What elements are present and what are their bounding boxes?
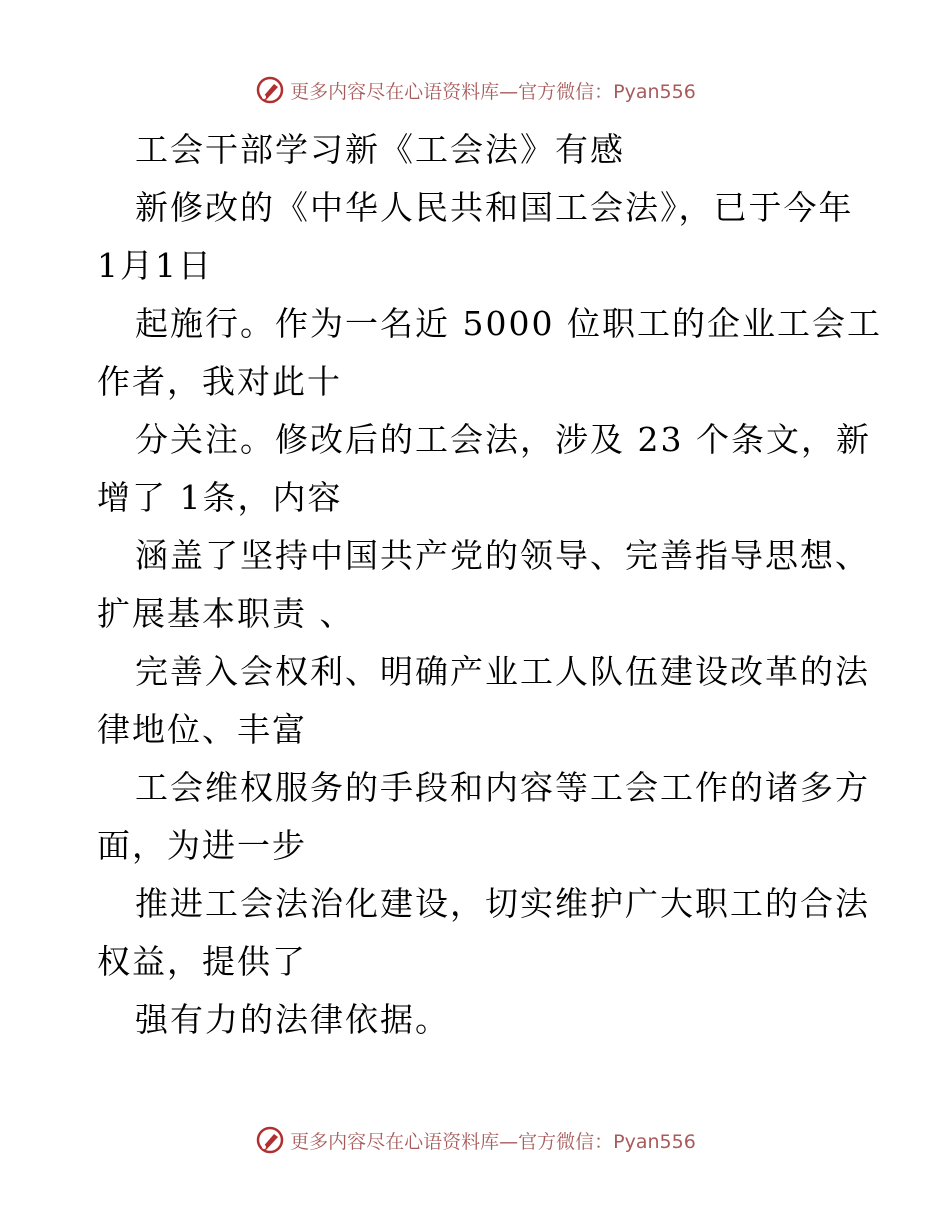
text-line: 增了 1条，内容 <box>97 478 343 517</box>
pen-nib-logo-icon <box>254 1124 286 1156</box>
text-line: 作者，我对此十 <box>97 362 342 401</box>
footer-banner <box>0 1120 950 1160</box>
text-line: 扩展基本职责 、 <box>97 594 355 633</box>
header-banner-text: 更多内容尽在心语资料库—官方微信：Pyan556 <box>290 80 696 103</box>
text-line: 完善入会权利、明确产业工人队伍建设改革的法 <box>135 652 870 691</box>
text-line: 权益，提供了 <box>97 942 307 981</box>
text-line: 工会维权服务的手段和内容等工会工作的诸多方 <box>135 768 870 807</box>
text-line: 涵盖了坚持中国共产党的领导、完善指导思想、 <box>135 536 870 575</box>
text-line: 强有力的法律依据。 <box>135 1000 450 1039</box>
document-body <box>97 121 882 1049</box>
document-title: 工会干部学习新《工会法》有感 <box>135 130 625 169</box>
text-line: 面，为进一步 <box>97 826 307 865</box>
text-line: 新修改的《中华人民共和国工会法》，已于今年 <box>135 188 854 227</box>
footer-banner-text: 更多内容尽在心语资料库—官方微信：Pyan556 <box>290 1130 696 1153</box>
pen-nib-logo-icon <box>254 74 286 106</box>
text-line: 推进工会法治化建设，切实维护广大职工的合法 <box>135 884 870 923</box>
header-banner <box>0 70 950 110</box>
text-line: 1月1日 <box>97 246 213 285</box>
text-line: 分关注。修改后的工会法，涉及 23 个条文，新 <box>135 420 871 459</box>
text-line: 律地位、丰富 <box>97 710 307 749</box>
text-line: 起施行。作为一名近 5000 位职工的企业工会工 <box>135 304 882 343</box>
